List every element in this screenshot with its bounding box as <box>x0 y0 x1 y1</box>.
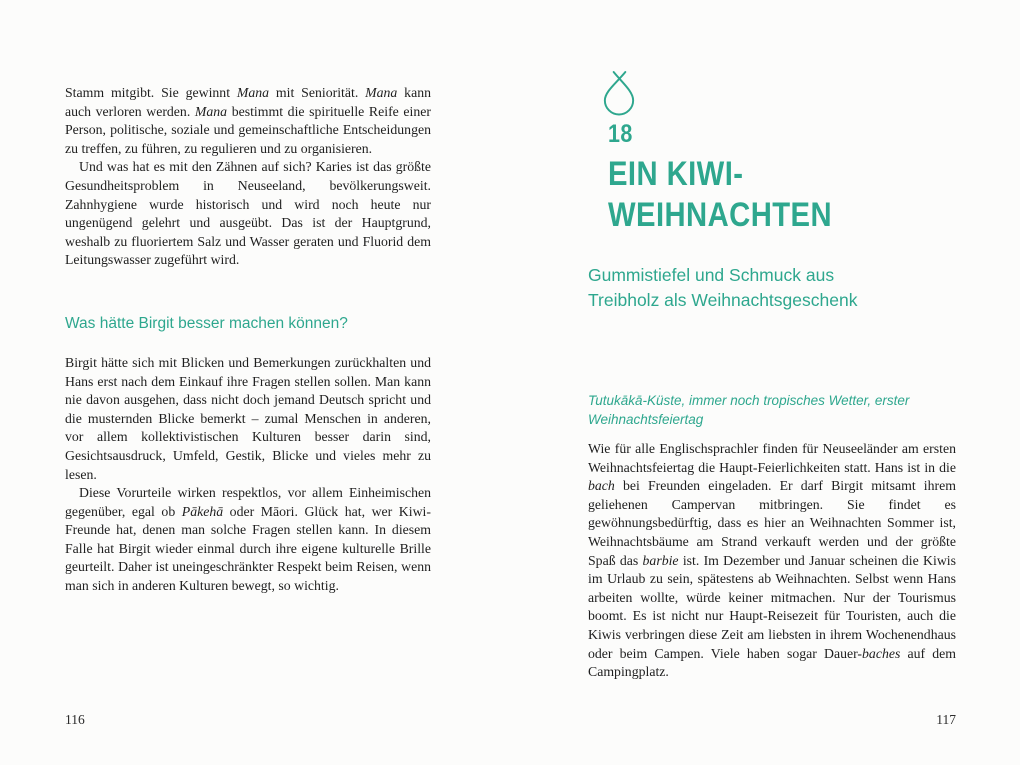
chapter-subtitle <box>588 263 956 313</box>
right-page <box>588 70 956 682</box>
page-number-left: 116 <box>65 712 85 727</box>
droplet-icon <box>599 70 639 116</box>
chapter-title-line: EIN KIWI- <box>608 155 744 193</box>
chapter-number: 18 <box>608 120 633 148</box>
chapter-header <box>588 70 956 236</box>
section-heading: Was hätte Birgit besser machen können? <box>65 314 348 332</box>
dateline <box>588 391 956 429</box>
chapter-body-paragraph: Wie für alle Englischsprachler finden für Neuseeländer am ersten Weihnachtsfeiertag die Haupt-Feierlichkeiten statt. Hans ist in die bach bei Freunden eingeladen. Er darf Birgit mitsamt ihrem geliehenen Campervan mitbringen. Sie findet es gewöhnungsbedürftig, dass es hier an Weihnachten Sommer ist, Weihnachtsbäume am Strand verkauft werden und der größte Spaß das barbie ist. Im Dezember und Januar scheinen die Kiwis im Urlaub zu sein, spätestens ab Weihnachten. Selbst wenn Hans arbeiten wollte, würde keiner mitmachen. Nur der Tourismus boomt. Es ist nicht nur Haupt-Reisezeit für Touristen, auch die Kiwis verbringen diese Zeit am liebsten in ihrem Wochenendhaus oder beim Campen. Viele haben sogar Dauer-baches auf dem Campingplatz. <box>588 441 956 680</box>
page-number-right: 117 <box>936 712 956 727</box>
left-page <box>65 84 431 596</box>
paragraph: Birgit hätte sich mit Blicken und Bemerkungen zurückhalten und Hans erst nach dem Einkauf ihre Fragen stellen sollen. Man kann nie davon ausgehen, dass nicht doch jemand Deutsch spricht und die musternden Blicke bemerkt – zumal Menschen in anderen, vor allem kollektivistischen Kulturen besser darin sind, Gesichtsausdruck, Umfeld, Gestik, Blicke und vieles mehr zu lesen. <box>65 354 431 482</box>
dateline-line: Tutukākā-Küste, immer noch tropisches Wetter, erster <box>588 393 910 408</box>
chapter-subtitle-line: Gummistiefel und Schmuck aus <box>588 265 835 285</box>
chapter-title-line: WEIHNACHTEN <box>608 196 833 234</box>
paragraph: Diese Vorurteile wirken respektlos, vor allem Einheimischen gegenüber, egal ob Pākehā oder Māori. Glück hat, wer Kiwi-Freunde hat, denen man solche Fragen stellen kann. In diesem Falle hat Birgit wieder einmal durch ihre eigene kulturelle Brille geurteilt. Daher ist uneingeschränkter Respekt beim Reisen, wenn man sich in anderen Kulturen bewegt, so wichtig. <box>65 485 431 594</box>
paragraph: Stamm mitgibt. Sie gewinnt Mana mit Seniorität. Mana kann auch verloren werden. Mana bestimmt die spirituelle Reife einer Person, politische, soziale und gemeinschaftliche Entscheidungen zu treffen, zu führen, zu regulieren und zu organisieren. <box>65 85 431 156</box>
dateline-line: Weihnachtsfeiertag <box>588 412 704 427</box>
chapter-title <box>608 154 907 236</box>
paragraph: Und was hat es mit den Zähnen auf sich? Karies ist das größte Gesundheitsproblem in Neuseeland, bevölkerungsweit. Zahnhygiene wurde historisch und wird noch heute nur ungenügend gelehrt und ausgeübt. Das ist der Hauptgrund, weshalb zu fluoriertem Salz und Wasser geraten und Fluorid dem Leitungswasser zugeführt wird. <box>65 159 431 268</box>
chapter-subtitle-line: Treibholz als Weihnachtsgeschenk <box>588 290 858 310</box>
